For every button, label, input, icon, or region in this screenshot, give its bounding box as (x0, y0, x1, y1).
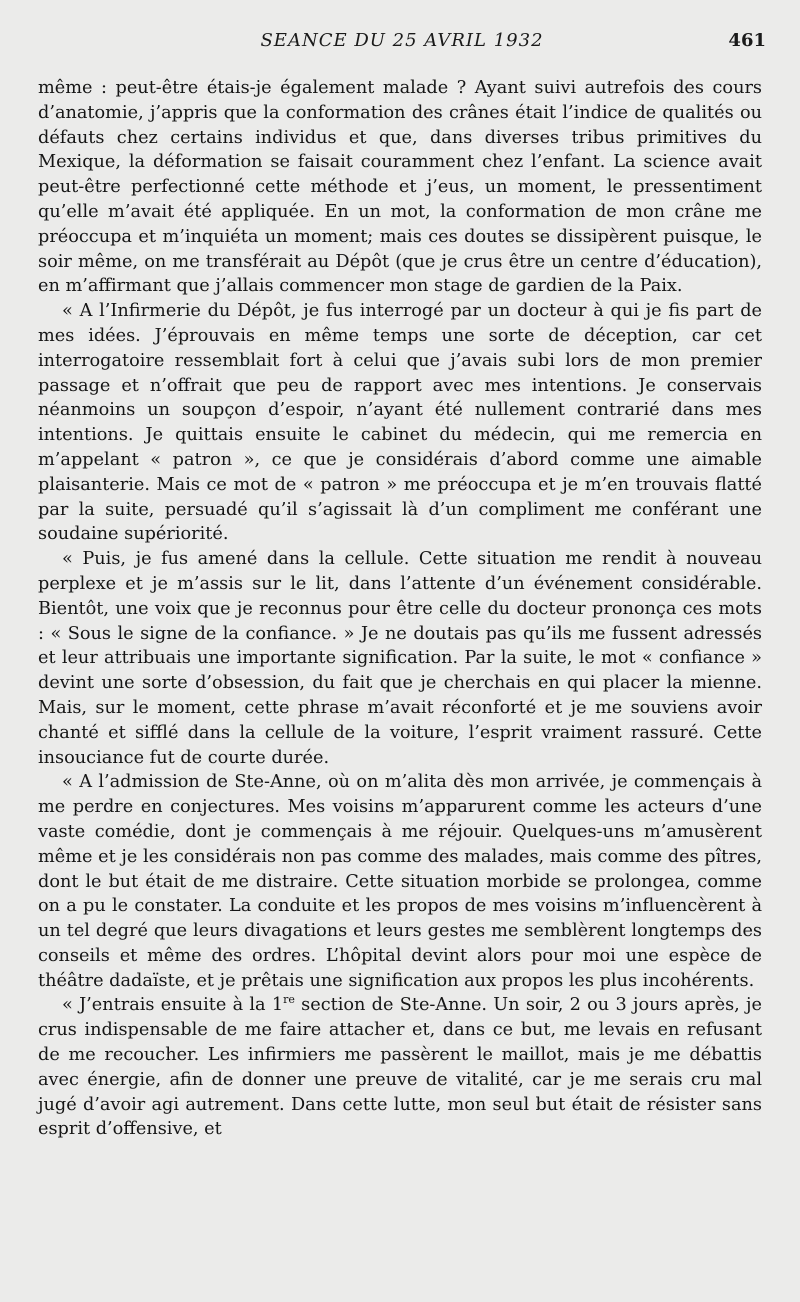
paragraph: même : peut-être étais-je également malade ? Ayant suivi autrefois des cours d’anatomie, j’appris que la conformation des crânes était l’indice de qualités ou défauts chez certains individus et que, dans diverses tribus primitives du Mexique, la déformation se faisait couramment chez l’enfant. La science avait peut-être perfectionné cette méthode et j’eus, un moment, le pressentiment qu’elle m’avait été appliquée. En un mot, la conformation de mon crâne me préoccupa et m’inquiéta un moment; mais ces doutes se dissipèrent puisque, le soir même, on me transférait au Dépôt (que je crus être un centre d’éducation), en m’affirmant que j’allais commencer mon stage de gardien de la Paix. (38, 78, 762, 297)
paragraph-start: « J’entrais ensuite à la 1 (62, 995, 284, 1016)
paragraph (38, 993, 762, 1142)
body-text (38, 76, 762, 1142)
running-title: SEANCE DU 25 AVRIL 1932 (260, 30, 544, 51)
page-header (38, 30, 766, 56)
paragraph: « Puis, je fus amené dans la cellule. Cette situation me rendit à nouveau perplexe et je m’assis sur le lit, dans l’attente d’un événement considérable. Bientôt, une voix que je reconnus pour être celle du docteur prononça ces mots : « Sous le signe de la confiance. » Je ne doutais pas qu’ils me fussent adressés et leur attribuais une importante signification. Par la suite, le mot « confiance » devint une sorte d’obsession, du fait que je cherchais en qui placer la mienne. Mais, sur le moment, cette phrase m’avait réconforté et je me souviens avoir chanté et sifflé dans la cellule de la voiture, l’esprit vraiment rassuré. Cette insouciance fut de courte durée. (38, 549, 762, 768)
paragraph-rest: section de Ste-Anne. Un soir, 2 ou 3 jours après, je crus indispensable de me faire attacher et, dans ce but, me levais en refusant de me recoucher. Les infirmiers me passèrent le maillot, mais je me débattis avec énergie, afin de donner une preuve de vitalité, car je me serais cru mal jugé d’avoir agi autrement. Dans cette lutte, mon seul but était de résister sans esprit d’offensive, et (38, 995, 762, 1140)
page-number: 461 (728, 30, 766, 51)
superscript: re (283, 993, 295, 1007)
paragraph: « A l’Infirmerie du Dépôt, je fus interrogé par un docteur à qui je fis part de mes idées. J’éprouvais en même temps une sorte de déception, car cet interrogatoire ressemblait fort à celui que j’avais subi lors de mon premier passage et n’offrait que peu de rapport avec mes intentions. Je conservais néanmoins un soupçon d’espoir, n’ayant été nullement contrarié dans mes intentions. Je quittais ensuite le cabinet du médecin, qui me remercia en m’appelant « patron », ce que je considérais d’abord comme une aimable plaisanterie. Mais ce mot de « patron » me préoccupa et je m’en trouvais flatté par la suite, persuadé qu’il s’agissait là d’un compliment me conférant une soudaine supériorité. (38, 301, 762, 545)
paragraph: « A l’admission de Ste-Anne, où on m’alita dès mon arrivée, je commençais à me perdre en conjectures. Mes voisins m’apparurent comme les acteurs d’une vaste comédie, dont je commençais à me réjouir. Quelques-uns m’amusèrent même et je les considérais non pas comme des malades, mais comme des pîtres, dont le but était de me distraire. Cette situation morbide se prolongea, comme on a pu le constater. La conduite et les propos de mes voisins m’influencèrent à un tel degré que leurs divagations et leurs gestes me semblèrent longtemps des conseils et même des ordres. L’hôpital devint alors pour moi une espèce de théâtre dadaïste, et je prêtais une signification aux propos les plus incohérents. (38, 772, 762, 991)
